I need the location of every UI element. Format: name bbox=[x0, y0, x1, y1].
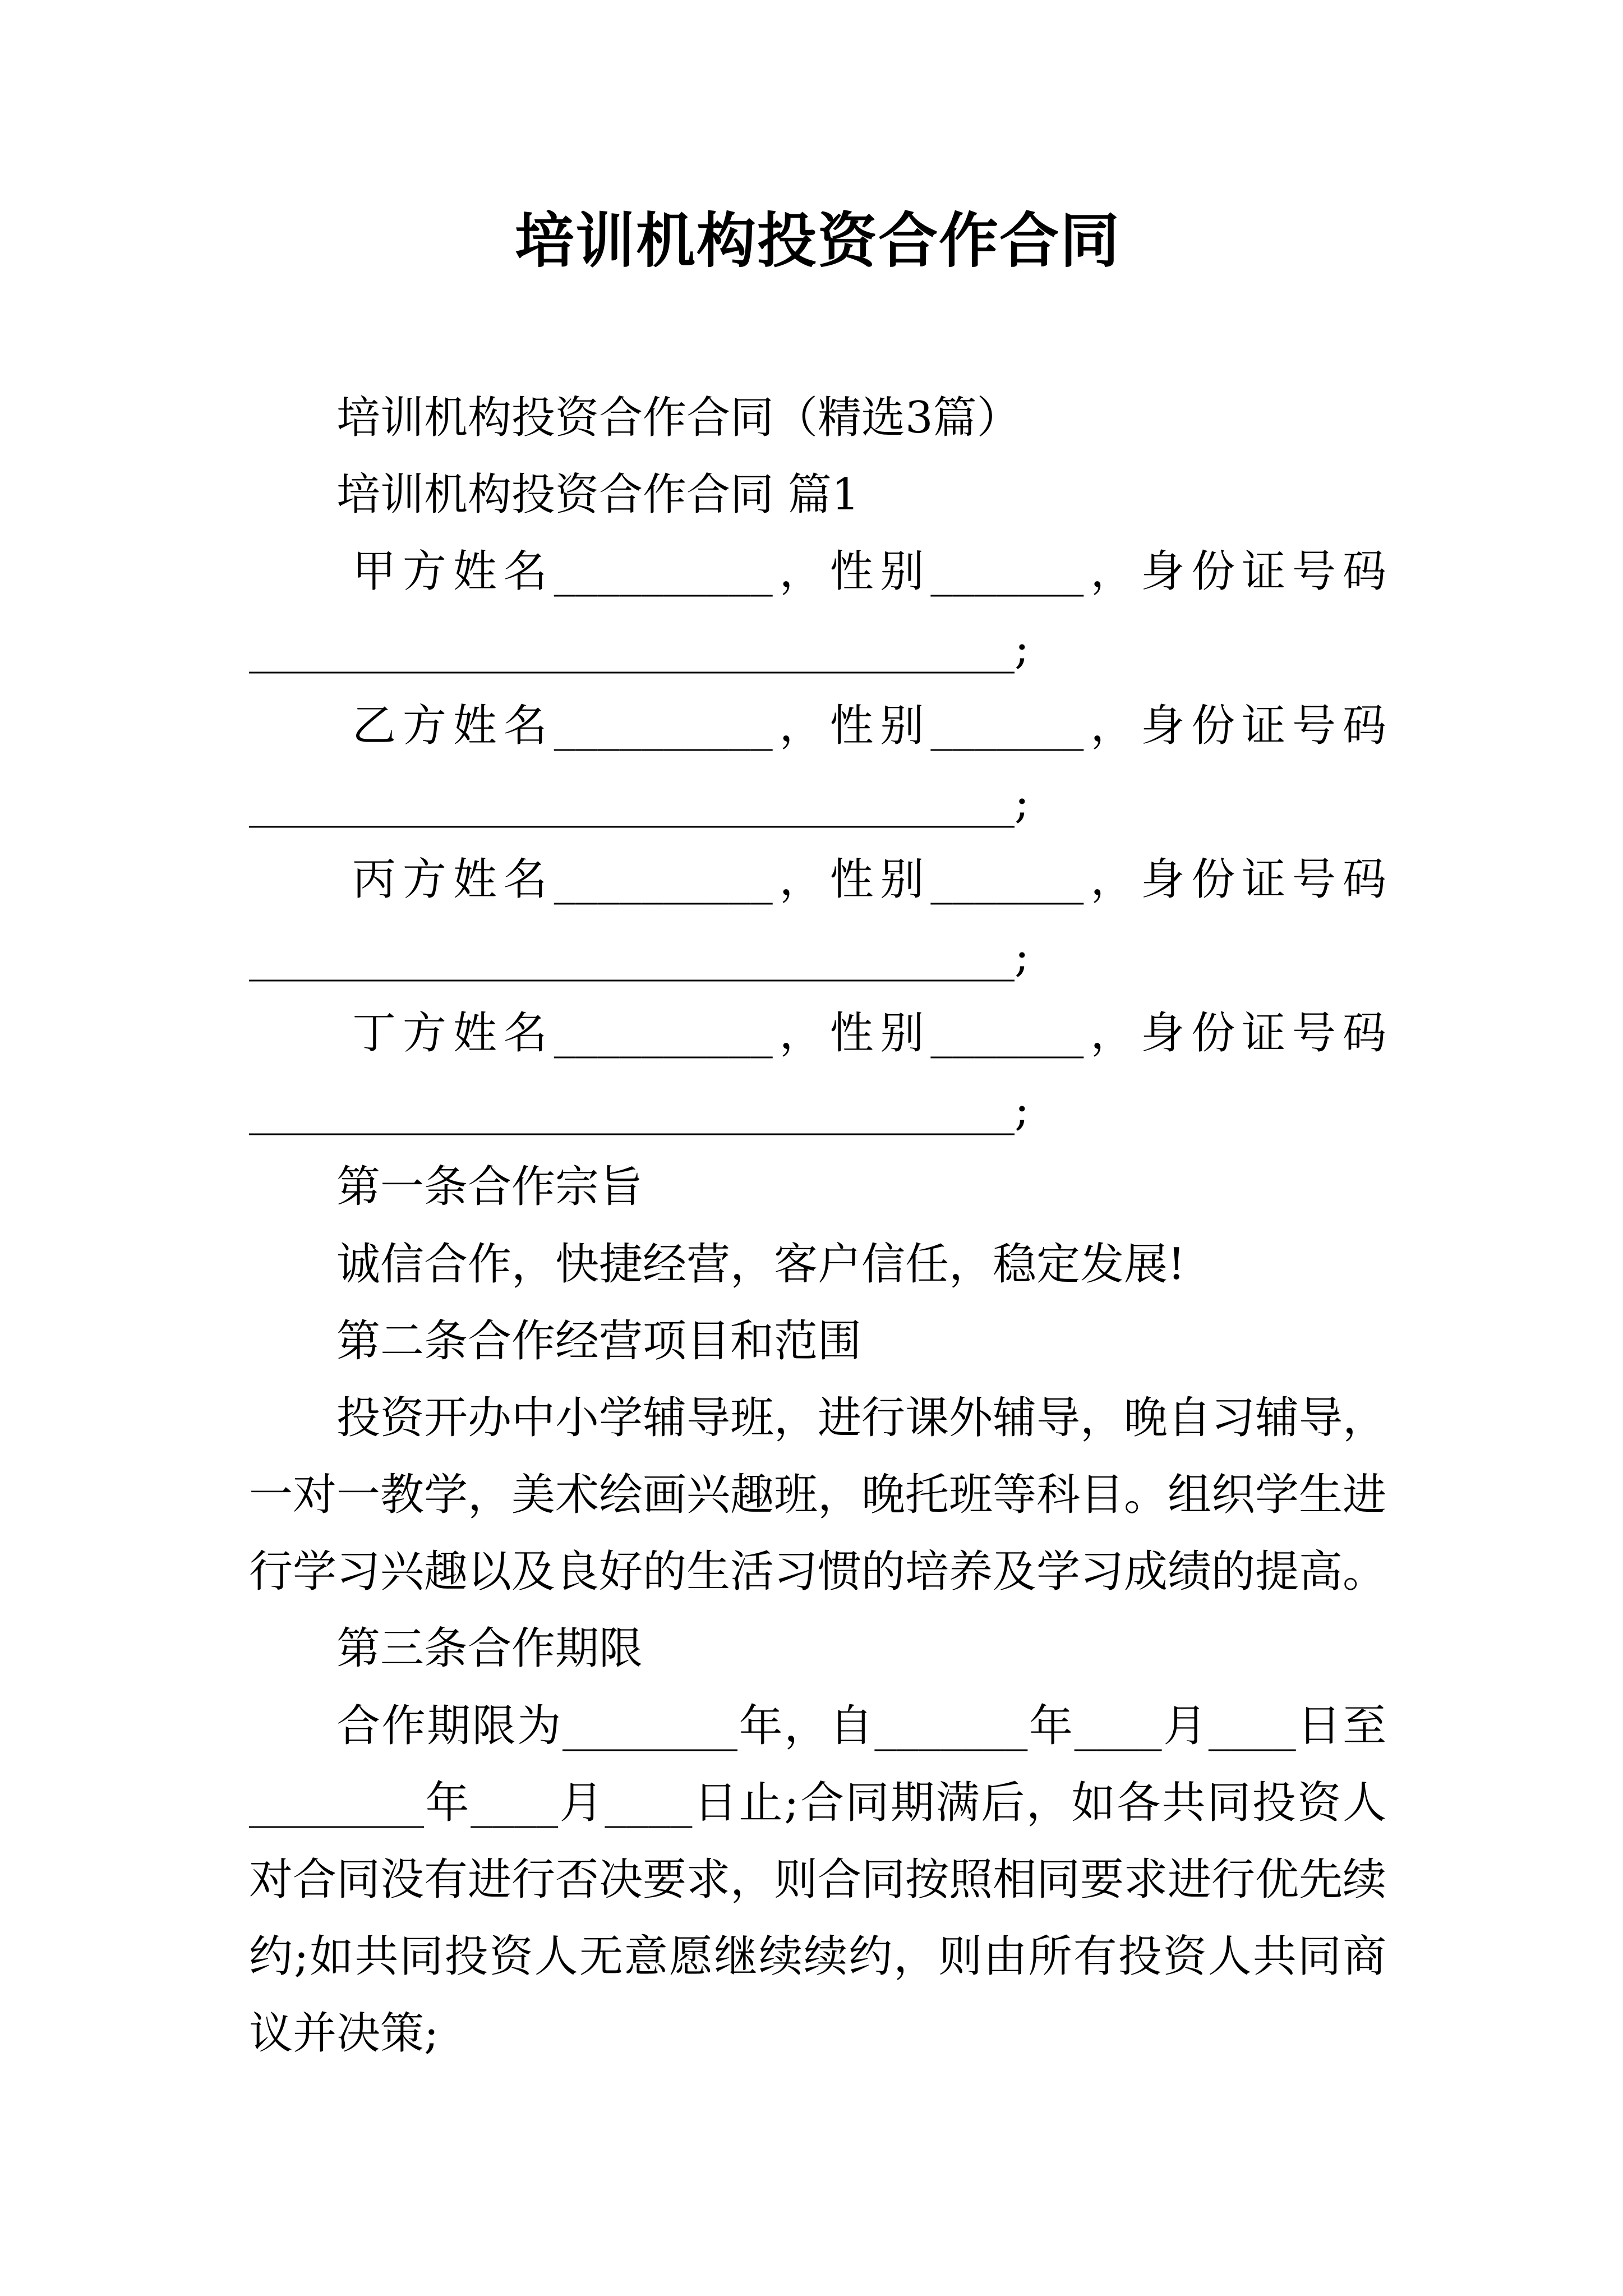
party-gender-blank: _______ bbox=[930, 546, 1084, 597]
party-3-info-line bbox=[352, 841, 1386, 918]
party-2-info-line bbox=[352, 688, 1386, 765]
article-3-heading: 第三条合作期限 bbox=[336, 1623, 643, 1674]
party-id-label: 身份证号码 bbox=[1141, 854, 1386, 905]
separator: ， bbox=[772, 701, 830, 751]
party-name-label: 甲方姓名 bbox=[352, 546, 554, 597]
article-3-body-line: 对合同没有进行否决要求，则合同按照相同要求进行优先续 bbox=[249, 1855, 1387, 1905]
end-mark: ; bbox=[1015, 1085, 1030, 1135]
section-title: 培训机构投资合作合同 篇1 bbox=[336, 470, 860, 520]
party-id-label: 身份证号码 bbox=[1141, 546, 1386, 597]
article-1-body-line: 诚信合作，快捷经营，客户信任，稳定发展! bbox=[336, 1239, 1186, 1290]
article-3-body-line: ________年____月____日止;合同期满后，如各共同投资人 bbox=[249, 1778, 1386, 1828]
party-4-id-line bbox=[249, 1072, 1386, 1149]
party-name-label: 丙方姓名 bbox=[352, 854, 554, 905]
separator: ， bbox=[772, 546, 830, 597]
article-3-body-line: 议并决策; bbox=[249, 2008, 439, 2059]
party-gender-label: 性别 bbox=[829, 546, 931, 597]
party-gender-blank: _______ bbox=[930, 701, 1084, 751]
party-gender-blank: _______ bbox=[930, 854, 1084, 905]
separator: ， bbox=[1083, 854, 1141, 905]
article-1-heading: 第一条合作宗旨 bbox=[336, 1162, 643, 1212]
party-gender-label: 性别 bbox=[829, 1008, 931, 1059]
separator: ， bbox=[1083, 546, 1141, 597]
party-id-blank: ___________________________________ bbox=[249, 777, 1015, 828]
party-4-info-line bbox=[352, 995, 1386, 1072]
end-mark: ; bbox=[1015, 931, 1030, 982]
party-id-blank: ___________________________________ bbox=[249, 931, 1015, 982]
party-1-info-line bbox=[352, 533, 1386, 610]
party-name-blank: __________ bbox=[554, 546, 773, 597]
collection-title: 培训机构投资合作合同（精选3篇） bbox=[336, 393, 1021, 443]
article-3-body-line: 约;如共同投资人无意愿继续续约，则由所有投资人共同商 bbox=[249, 1931, 1386, 1982]
party-gender-label: 性别 bbox=[829, 854, 931, 905]
party-1-id-line bbox=[249, 610, 1386, 687]
party-2-id-line bbox=[249, 765, 1386, 841]
party-name-label: 丁方姓名 bbox=[352, 1008, 554, 1059]
separator: ， bbox=[772, 854, 830, 905]
party-gender-label: 性别 bbox=[829, 701, 931, 751]
article-3-body-line: 合作期限为________年，自_______年____月____日至 bbox=[336, 1701, 1386, 1751]
separator: ， bbox=[1083, 701, 1141, 751]
party-name-blank: __________ bbox=[554, 701, 773, 751]
party-id-blank: ___________________________________ bbox=[249, 623, 1015, 674]
article-2-body-line: 一对一教学，美术绘画兴趣班，晚托班等科目。组织学生进 bbox=[249, 1470, 1387, 1520]
separator: ， bbox=[772, 1008, 830, 1059]
end-mark: ; bbox=[1015, 777, 1030, 828]
party-name-label: 乙方姓名 bbox=[352, 701, 554, 751]
party-id-label: 身份证号码 bbox=[1141, 701, 1386, 751]
party-3-id-line bbox=[249, 918, 1386, 995]
article-2-heading: 第二条合作经营项目和范围 bbox=[336, 1316, 862, 1366]
separator: ， bbox=[1083, 1008, 1141, 1059]
article-2-body-line: 投资开办中小学辅导班，进行课外辅导，晚自习辅导， bbox=[336, 1393, 1387, 1443]
party-name-blank: __________ bbox=[554, 854, 773, 905]
party-name-blank: __________ bbox=[554, 1008, 773, 1059]
article-2-body-line: 行学习兴趣以及良好的生活习惯的培养及学习成绩的提高。 bbox=[249, 1547, 1387, 1597]
party-id-blank: ___________________________________ bbox=[249, 1085, 1015, 1135]
party-gender-blank: _______ bbox=[930, 1008, 1084, 1059]
party-id-label: 身份证号码 bbox=[1141, 1008, 1386, 1059]
end-mark: ; bbox=[1015, 623, 1030, 674]
document-title: 培训机构投资合作合同 bbox=[515, 205, 1121, 275]
